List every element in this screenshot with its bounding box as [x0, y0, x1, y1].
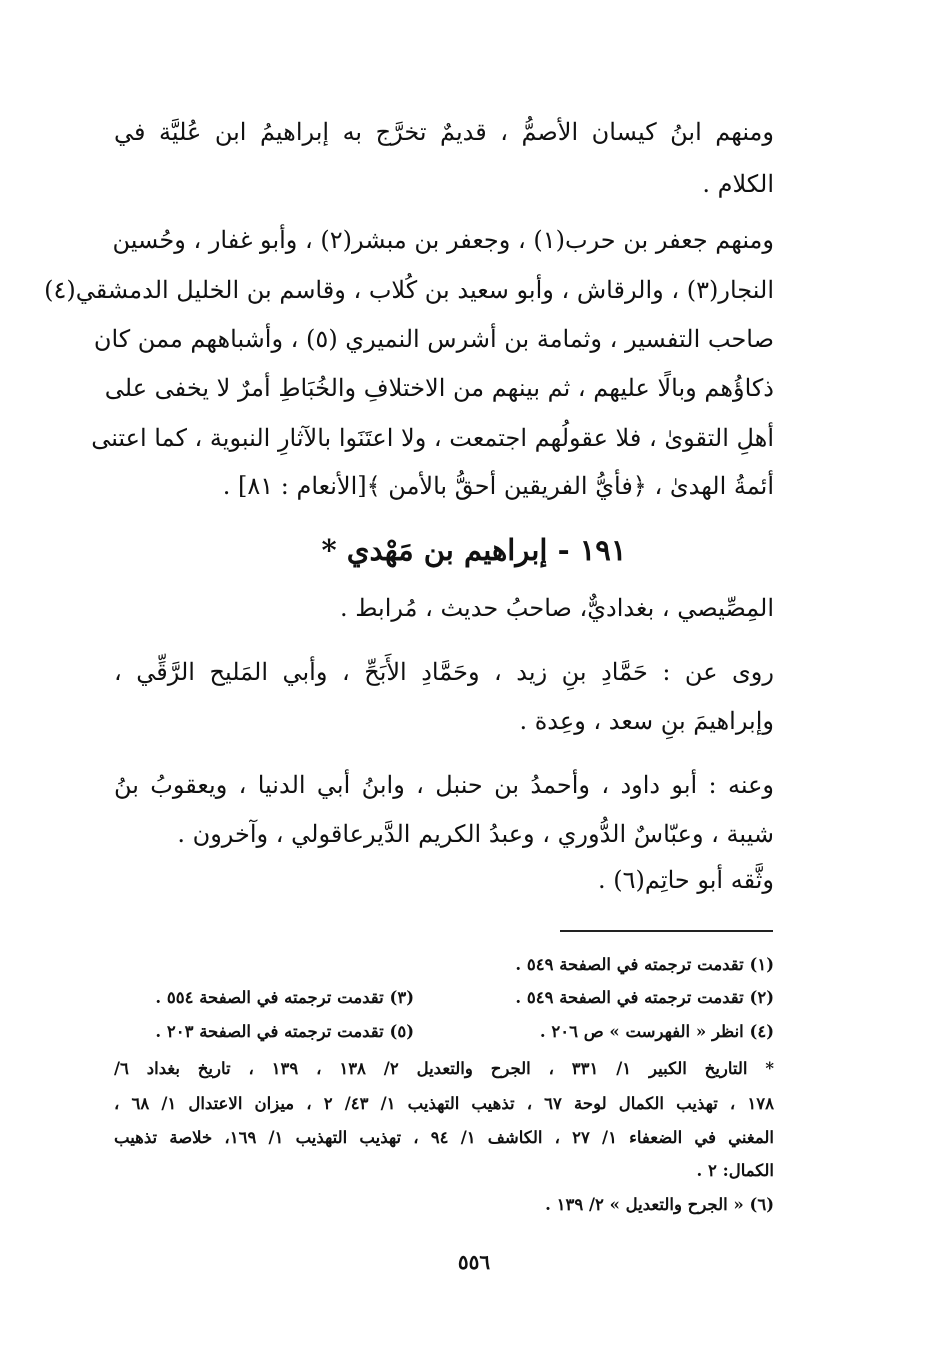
body-line: النجار(٣) ، والرقاش ، وأبو سعيد بن كُلاب ، وقاسم بن الخليل الدمشقي(٤) [44, 276, 774, 304]
body-line: أهلِ التقوىٰ ، فلا عقولُهم اجتمعت ، ولا اعتَنَوا بالآثارِ النبوية ، كما اعتنى [91, 424, 774, 452]
body-line: ذكاؤُهم وبالًا عليهم ، ثم بينهم من الاختلافِ والخُبَاطِ أمرٌ لا يخفى على [104, 374, 774, 402]
body-line: وعنه : أبو داود ، وأحمدُ بن حنبل ، وابنُ أبي الدنيا ، ويعقوبُ بنُ [114, 771, 774, 799]
footnote: (٥) تقدمت ترجمته في الصفحة ٢٠٣ . [155, 1022, 414, 1041]
page-number: ٥٥٦ [457, 1250, 491, 1274]
body-line: أئمةُ الهدىٰ ، ﴿فأيُّ الفريقين أحقُّ بالأمن ﴾[الأنعام : ٨١] . [222, 472, 774, 500]
footnote-separator [560, 930, 773, 932]
footnote: (٤) انظر « الفهرست » ص ٢٠٦ . [539, 1022, 774, 1041]
footnote: (١) تقدمت ترجمته في الصفحة ٥٤٩ . [515, 955, 774, 974]
entry-heading: ١٩١ - إبراهيم بن مَهْدي * [321, 533, 627, 567]
footnote: (٢) تقدمت ترجمته في الصفحة ٥٤٩ . [515, 988, 774, 1007]
body-line: شيبة ، وعبّاسٌ الدُّوري ، وعبدُ الكريم الدَّيرعاقولي ، وآخرون . [177, 820, 774, 848]
nisba-line: المِصِّيصي ، بغداديٌّ، صاحبُ حديث ، مُرابط . [340, 594, 774, 622]
source-note-line: ١٧٨ ، تهذيب الكمال لوحة ٦٧ ، تذهيب التهذيب ١/ ٤٣/ ٢ ، ميزان الاعتدال ١/ ٦٨ ، [114, 1094, 774, 1113]
body-line: صاحب التفسير ، وثمامة بن أشرس النميري (٥) ، وأشباههم ممن كان [93, 325, 774, 353]
footnote: (٣) تقدمت ترجمته في الصفحة ٥٥٤ . [155, 988, 414, 1007]
body-line: روى عن : حَمَّادِ بنِ زيد ، وحَمَّادِ الأَبَحِّ ، وأبي المَليح الرَّقِّي ، [114, 658, 774, 686]
body-line: وإبراهيمَ بنِ سعد ، وعِدة . [519, 707, 774, 735]
source-note-line: الكمال: ٢ . [696, 1161, 774, 1180]
body-line: ومنهم جعفر بن حرب(١) ، وجعفر بن مبشر(٢) ، وأبو غفار ، وحُسين [112, 226, 774, 254]
footnote: (٦) « الجرح والتعديل » ٢/ ١٣٩ . [545, 1195, 774, 1214]
source-note-line: المغني في الضعفاء ١/ ٢٧ ، الكاشف ١/ ٩٤ ، تهذيب التهذيب ١/ ١٦٩، خلاصة تذهيب [114, 1128, 775, 1147]
body-line: ومنهم ابنُ كيسان الأصمُّ ، قديمٌ تخرَّج به إبراهيمُ ابن عُليَّة في [114, 118, 775, 146]
body-line: الكلام . [702, 170, 774, 198]
source-note-line: * التاريخ الكبير ١/ ٣٣١ ، الجرح والتعديل ٢/ ١٣٨ ، ١٣٩ ، تاريخ بغداد ٦/ [114, 1059, 774, 1078]
body-line: وثَّقه أبو حاتِم(٦) . [598, 866, 774, 894]
